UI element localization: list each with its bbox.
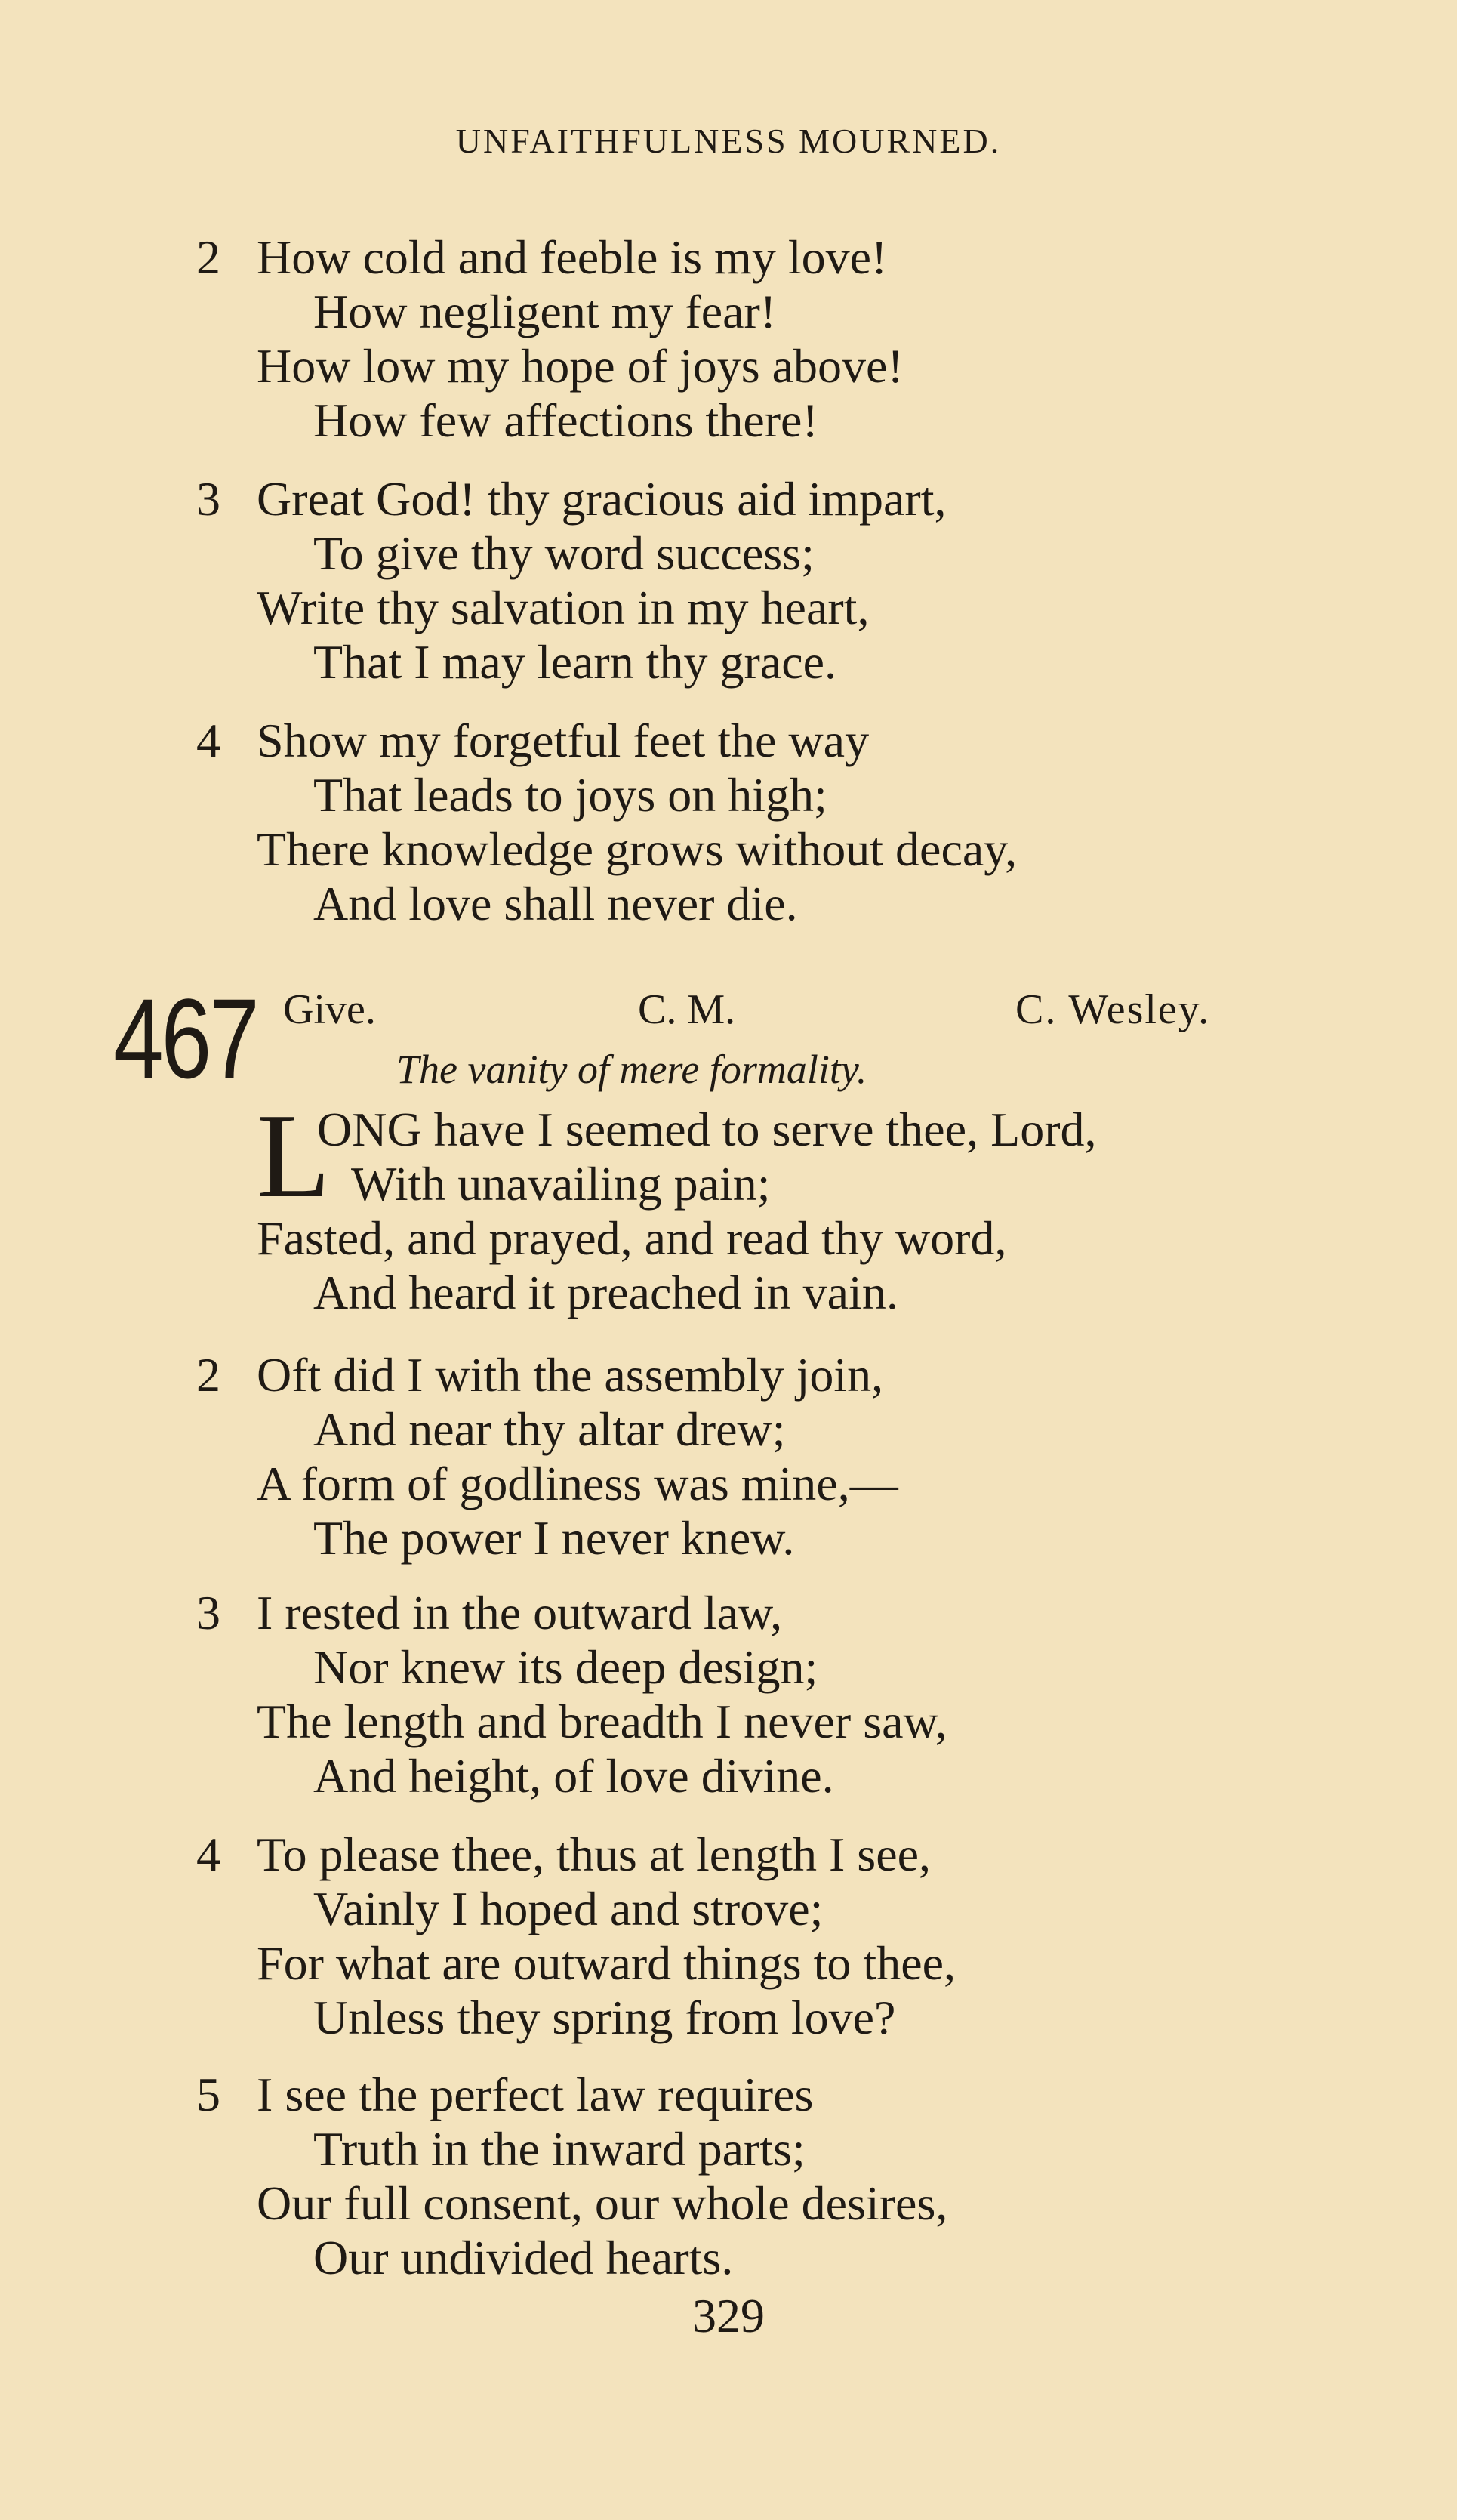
verse-line: 2 Oft did I with the assembly join, (196, 1348, 884, 1402)
hymn-number: 467 (113, 975, 257, 1102)
verse-line: With unavailing pain; (351, 1157, 771, 1211)
verse-line: And heard it preached in vain. (313, 1266, 898, 1319)
verse-line: For what are outward things to thee, (257, 1936, 956, 1990)
hymn-verse-5 (196, 2068, 1298, 2285)
prev-verse-2 (196, 230, 1298, 448)
verse-number: 3 (196, 1586, 220, 1639)
drop-cap: L (257, 1088, 331, 1223)
hymn-verse-2 (196, 1348, 1298, 1565)
meter: C. M. (638, 986, 736, 1033)
verse-line: Fasted, and prayed, and read thy word, (257, 1211, 1007, 1265)
verse-number: 5 (196, 2068, 220, 2121)
verse-line: How low my hope of joys above! (257, 339, 904, 393)
tune-info (283, 985, 1264, 1038)
verse-line: That I may learn thy grace. (313, 635, 836, 689)
verse-number: 2 (196, 230, 220, 284)
verse-line: 4 To please thee, thus at length I see, (196, 1828, 931, 1881)
verse-number: 3 (196, 472, 220, 526)
verse-line: Vainly I hoped and strove; (313, 1882, 824, 1935)
verse-line: How few affections there! (313, 393, 818, 447)
verse-line: To give thy word success; (313, 526, 815, 580)
verse-line: Nor knew its deep design; (313, 1640, 818, 1694)
verse-line: And height, of love divine. (313, 1749, 834, 1803)
verse-line: There knowledge grows without decay, (257, 822, 1018, 876)
verse-line: The length and breadth I never saw, (257, 1695, 947, 1748)
prev-verse-3 (196, 472, 1298, 689)
verse-line: 2 How cold and feeble is my love! (196, 230, 888, 284)
page-number: 329 (692, 2289, 765, 2343)
verse-line: Our undivided hearts. (313, 2231, 734, 2284)
first-verse-continued (196, 1211, 1298, 1320)
prev-verse-4 (196, 714, 1298, 931)
verse-number: 4 (196, 1828, 220, 1881)
author: C. Wesley. (1015, 986, 1211, 1033)
verse-line: A form of godliness was mine,— (257, 1457, 898, 1510)
verse-line: Our full consent, our whole desires, (257, 2176, 948, 2230)
verse-line: Truth in the inward parts; (313, 2122, 806, 2176)
verse-line: 5 I see the perfect law requires (196, 2068, 814, 2121)
first-verse (257, 1088, 1314, 1223)
verse-line: ONG have I seemed to serve thee, Lord, (317, 1103, 1097, 1156)
verse-number: 2 (196, 1348, 220, 1402)
verse-line: How negligent my fear! (313, 285, 777, 338)
hymn-verse-4 (196, 1828, 1298, 2045)
tune-name: Give. (283, 986, 376, 1033)
hymn-subtitle: The vanity of mere formality. (396, 1047, 867, 1092)
verse-line: The power I never knew. (313, 1511, 795, 1565)
verse-line: Unless they spring from love? (313, 1991, 896, 2044)
verse-line: And near thy altar drew; (313, 1402, 786, 1456)
verse-line: 3 Great God! thy gracious aid impart, (196, 472, 947, 526)
verse-line: 4 Show my forgetful feet the way (196, 714, 870, 767)
verse-line: 3 I rested in the outward law, (196, 1586, 783, 1639)
verse-line: That leads to joys on high; (313, 768, 827, 822)
verse-line: Write thy salvation in my heart, (257, 581, 870, 634)
verse-number: 4 (196, 714, 220, 767)
verse-line: And love shall never die. (313, 877, 798, 930)
hymn-verse-3 (196, 1586, 1298, 1803)
running-header: UNFAITHFULNESS MOURNED. (455, 122, 1002, 160)
